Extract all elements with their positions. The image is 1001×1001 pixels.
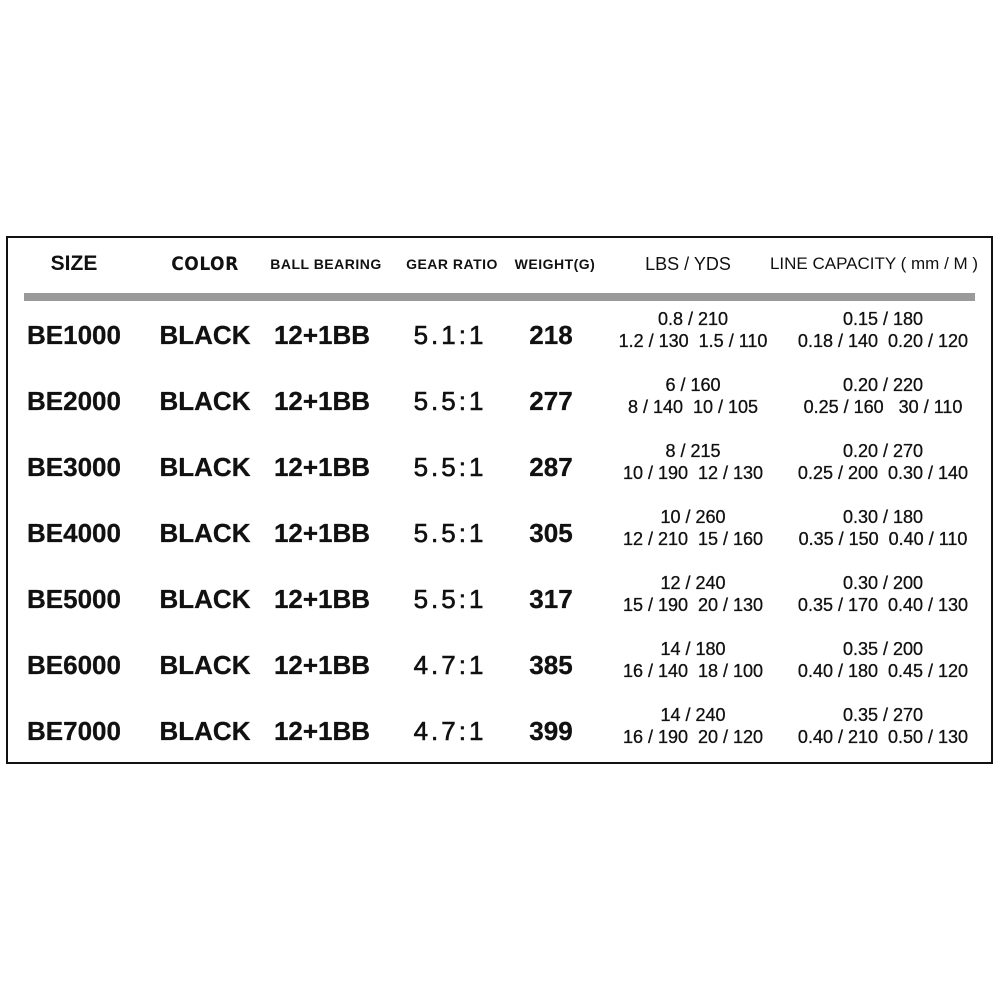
cell-gear-ratio: 4.7:1	[413, 716, 487, 746]
spec-table	[6, 236, 993, 764]
line-capacity-line: 0.35 / 200	[842, 639, 924, 659]
line-capacity-line: 0.20 / 220	[842, 375, 924, 395]
lbs-yds-line: 10 / 260	[660, 507, 726, 527]
lbs-yds-line: 12 / 240	[660, 573, 726, 593]
cell-weight: 317	[529, 584, 573, 614]
lbs-yds-line: 16 / 140 18 / 100	[622, 661, 764, 681]
cell-gear-ratio: 4.7:1	[413, 650, 487, 680]
line-capacity-line: 0.35 / 150 0.40 / 110	[798, 529, 968, 549]
cell-line-capacity	[798, 572, 968, 616]
cell-color: BLACK	[159, 716, 251, 746]
lbs-yds-line: 0.8 / 210	[657, 309, 729, 329]
line-capacity-line: 0.35 / 270	[842, 705, 924, 725]
cell-gear-ratio: 5.1:1	[413, 320, 487, 350]
cell-line-capacity	[798, 308, 968, 352]
lbs-yds-line: 10 / 190 12 / 130	[622, 463, 764, 483]
lbs-yds-line: 6 / 160	[665, 375, 721, 395]
cell-ball-bearing: 12+1BB	[273, 518, 371, 548]
lbs-yds-line: 1.2 / 130 1.5 / 110	[618, 331, 768, 351]
cell-weight: 385	[529, 650, 573, 680]
cell-lbs-yds	[623, 638, 763, 682]
cell-size: BE6000	[27, 650, 121, 680]
cell-color: BLACK	[159, 518, 251, 548]
line-capacity-line: 0.15 / 180	[842, 309, 924, 329]
cell-line-capacity	[804, 374, 963, 418]
lbs-yds-line: 16 / 190 20 / 120	[622, 727, 764, 747]
cell-gear-ratio: 5.5:1	[413, 386, 487, 416]
line-capacity-line: 0.30 / 200	[842, 573, 924, 593]
cell-ball-bearing: 12+1BB	[273, 386, 371, 416]
cell-weight: 287	[529, 452, 573, 482]
cell-gear-ratio: 5.5:1	[413, 452, 487, 482]
cell-lbs-yds	[623, 572, 763, 616]
cell-line-capacity	[798, 638, 968, 682]
lbs-yds-line: 14 / 240	[660, 705, 726, 725]
header-size: SIZE	[50, 252, 98, 275]
cell-line-capacity	[798, 704, 968, 748]
cell-gear-ratio: 5.5:1	[413, 584, 487, 614]
cell-size: BE2000	[27, 386, 121, 416]
cell-weight: 218	[529, 320, 573, 350]
cell-lbs-yds	[623, 506, 763, 550]
cell-ball-bearing: 12+1BB	[273, 452, 371, 482]
line-capacity-line: 0.20 / 270	[842, 441, 924, 461]
cell-ball-bearing: 12+1BB	[273, 716, 371, 746]
cell-size: BE1000	[27, 320, 121, 350]
lbs-yds-line: 12 / 210 15 / 160	[622, 529, 764, 549]
line-capacity-line: 0.40 / 180 0.45 / 120	[797, 661, 969, 681]
cell-gear-ratio: 5.5:1	[413, 518, 487, 548]
line-capacity-line: 0.35 / 170 0.40 / 130	[797, 595, 969, 615]
cell-color: BLACK	[159, 320, 251, 350]
table-row	[8, 302, 991, 368]
header-weight: WEIGHT(G)	[514, 256, 596, 272]
header-line-capacity: LINE CAPACITY ( mm / M )	[769, 254, 979, 273]
header-divider	[24, 293, 975, 301]
table-row	[8, 434, 991, 500]
cell-ball-bearing: 12+1BB	[273, 650, 371, 680]
table-row	[8, 632, 991, 698]
cell-lbs-yds	[623, 704, 763, 748]
cell-weight: 277	[529, 386, 573, 416]
cell-ball-bearing: 12+1BB	[273, 320, 371, 350]
cell-lbs-yds	[619, 308, 768, 352]
cell-weight: 305	[529, 518, 573, 548]
line-capacity-line: 0.30 / 180	[842, 507, 924, 527]
header-lbs-yds: LBS / YDS	[645, 254, 731, 274]
cell-color: BLACK	[159, 452, 251, 482]
table-row	[8, 368, 991, 434]
header-gear-ratio: GEAR RATIO	[406, 256, 498, 272]
cell-size: BE7000	[27, 716, 121, 746]
lbs-yds-line: 8 / 140 10 / 105	[627, 397, 759, 417]
line-capacity-line: 0.25 / 200 0.30 / 140	[797, 463, 969, 483]
header-ball-bearing: BALL BEARING	[270, 256, 382, 272]
line-capacity-line: 0.40 / 210 0.50 / 130	[797, 727, 969, 747]
cell-size: BE4000	[27, 518, 121, 548]
cell-line-capacity	[799, 506, 968, 550]
cell-line-capacity	[798, 440, 968, 484]
table-row	[8, 566, 991, 632]
table-row	[8, 500, 991, 566]
cell-color: BLACK	[159, 584, 251, 614]
cell-weight: 399	[529, 716, 573, 746]
cell-color: BLACK	[159, 386, 251, 416]
header-color: COLOR	[171, 253, 239, 275]
cell-lbs-yds	[623, 440, 763, 484]
line-capacity-line: 0.18 / 140 0.20 / 120	[797, 331, 969, 351]
line-capacity-line: 0.25 / 160 30 / 110	[803, 397, 963, 417]
cell-size: BE3000	[27, 452, 121, 482]
cell-lbs-yds	[628, 374, 758, 418]
lbs-yds-line: 14 / 180	[660, 639, 726, 659]
cell-size: BE5000	[27, 584, 121, 614]
cell-ball-bearing: 12+1BB	[273, 584, 371, 614]
lbs-yds-line: 8 / 215	[665, 441, 721, 461]
lbs-yds-line: 15 / 190 20 / 130	[622, 595, 764, 615]
table-row	[8, 698, 991, 764]
cell-color: BLACK	[159, 650, 251, 680]
